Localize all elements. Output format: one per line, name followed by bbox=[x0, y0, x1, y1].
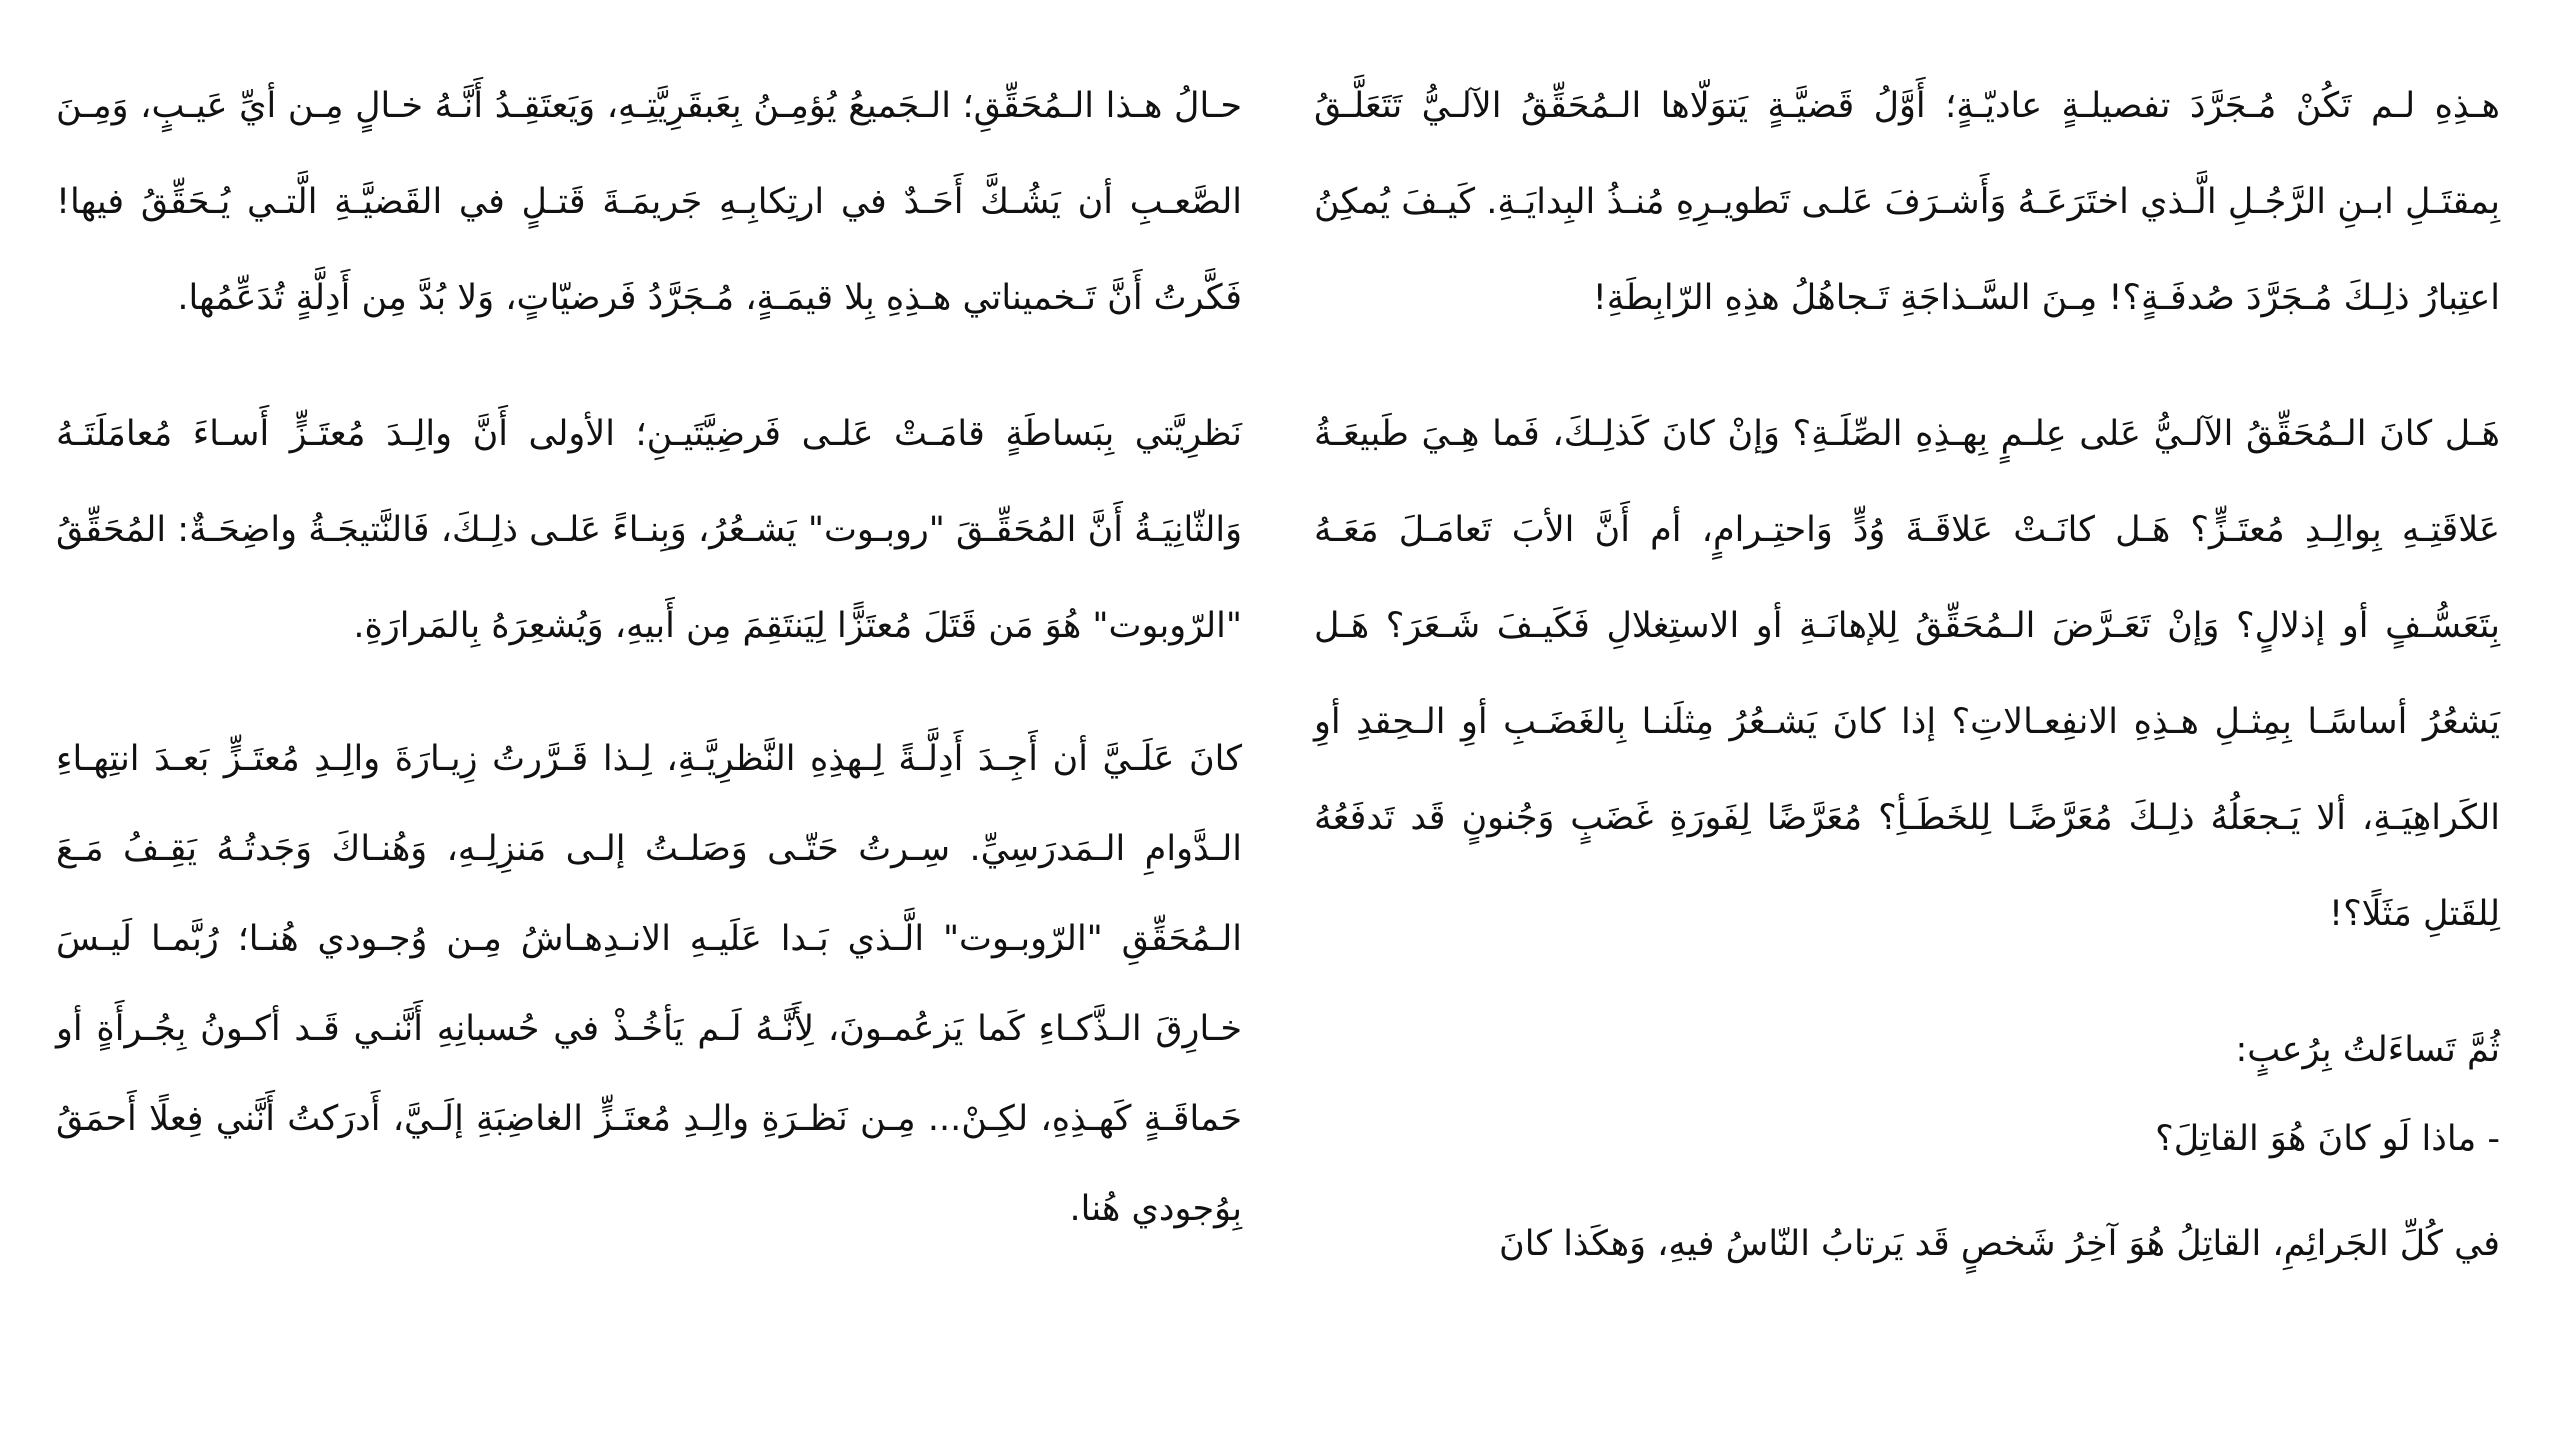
paragraph-1: هـذِهِ لـم تَكُنْ مُـجَرَّدَ تفصيلـةٍ عاديّـةٍ؛ أَوَّلُ قَضيَّـةٍ يَتوَلّاها الـمُحَقِّقُ الآلـيُّ تَتَعَلَّـقُ بِمقتَـلِ ابـنِ الرَّجُـلِ الَّـذي اختَرَعَـهُ وَأَشـرَفَ عَلـى تَطويـرِهِ مُنـذُ البِدايَـةِ. كَيـفَ يُمكِنُ اعتِبارُ ذلِـكَ مُـجَرَّدَ صُدفَـةٍ؟! مِـنَ السَّـذاجَةِ تَـجاهُلُ هذِهِ الرّابِطَةِ! bbox=[1314, 86, 2500, 318]
paragraph-2: نَظرِيَّتي بِبَساطَةٍ قامَـتْ عَلـى فَرضِيَّتَيـنِ؛ الأولى أَنَّ والِـدَ مُعتَـزٍّ أَسـاءَ مُعامَلَتَـهُ وَالثّانِيَـةُ أَنَّ المُحَقِّـقَ "روبـوت" يَشـعُرُ، وَبِنـاءً عَلـى ذلِـكَ، فَالنَّتيجَـةُ واضِحَـةٌ: المُحَقِّقُ "الرّوبوت" هُوَ مَن قَتَلَ مُعتَزًّا لِيَنتَقِمَ مِن أَبيهِ، وَيُشعِرَهُ بِالمَرارَةِ. bbox=[56, 414, 1242, 646]
paragraph-1: حـالُ هـذا الـمُحَقِّقِ؛ الـجَميعُ يُؤمِـنُ بِعَبقَرِيَّتِـهِ، وَيَعتَقِـدُ أَنَّـهُ خـالٍ مِـن أيِّ عَيـبٍ، وَمِـنَ الصَّعـبِ أن يَشُـكَّ أَحَـدٌ في ارتِكابِـهِ جَريمَـةَ قَتـلٍ في القَضيَّـةِ الَّتـي يُـحَقِّقُ فيها! فَكَّرتُ أَنَّ تَـخميناتي هـذِهِ بِلا قيمَـةٍ، مُـجَرَّدُ فَرضيّاتٍ، وَلا بُدَّ مِن أَدِلَّةٍ تُدَعِّمُها. bbox=[56, 86, 1242, 318]
paragraph-3: ثُمَّ تَساءَلتُ بِرُعبٍ: bbox=[2235, 1030, 2500, 1070]
paragraph-4: في كُلِّ الجَرائِمِ، القاتِلُ هُوَ آخِرُ شَخصٍ قَد يَرتابُ النّاسُ فيهِ، وَهكَذا كانَ bbox=[1499, 1224, 2500, 1264]
left-page bbox=[56, 58, 1242, 1440]
paragraph-3: كانَ عَلَـيَّ أن أَجِـدَ أَدِلَّـةً لِـهذِهِ النَّظرِيَّـةِ، لِـذا قَـرَّرتُ زِيـارَةَ والِـدِ مُعتَـزٍّ بَعـدَ انتِهـاءِ الـدَّوامِ الـمَدرَسِيِّ. سِـرتُ حَتّـى وَصَلـتُ إلـى مَنزِلِـهِ، وَهُنـاكَ وَجَدتُـهُ يَقِـفُ مَـعَ الـمُحَقِّقِ "الرّوبـوت" الَّـذي بَـدا عَلَيـهِ الانـدِهـاشُ مِـن وُجـودي هُنـا؛ رُبَّمـا لَيـسَ خـارِقَ الـذَّكـاءِ كَما يَزعُمـونَ، لِأَنَّـهُ لَـم يَأخُـذْ في حُسبانِهِ أَنَّنـي قَـد أكـونُ بِجُـرأَةٍ أو حَماقَـةٍ كَهـذِهِ، لكِـنْ... مِـن نَظـرَةِ والِـدِ مُعتَـزٍّ الغاضِبَةِ إلَـيَّ، أَدرَكتُ أَنَّني فِعلًا أَحمَقُ بِوُجودي هُنا. bbox=[56, 739, 1242, 1229]
right-page bbox=[1314, 58, 2500, 1440]
dialogue-line: - ماذا لَو كانَ هُوَ القاتِلَ؟ bbox=[2155, 1119, 2500, 1159]
paragraph-2: هَـل كانَ الـمُحَقِّقُ الآلـيُّ عَلى عِلـمٍ بِهـذِهِ الصِّلَـةِ؟ وَإنْ كانَ كَذلِـكَ، فَما هِـيَ طَبيعَـةُ عَلاقَتِـهِ بِوالِـدِ مُعتَـزٍّ؟ هَـل كانَـتْ عَلاقَـةَ وُدٍّ وَاحتِـرامٍ، أم أَنَّ الأبَ تَعامَـلَ مَعَـهُ بِتَعَسُّـفٍ أو إذلالٍ؟ وَإنْ تَعَـرَّضَ الـمُحَقِّقُ لِلإهانَـةِ أو الاستِغلالِ فَكَيـفَ شَـعَرَ؟ هَـل يَشعُرُ أساسًـا بِمِثـلِ هـذِهِ الانفِعـالاتِ؟ إذا كانَ يَشـعُرُ مِثلَنـا بِالغَضَـبِ أوِ الـحِقدِ أوِ الكَراهِيَـةِ، ألا يَـجعَلُهُ ذلِـكَ مُعَرَّضًـا لِلخَطَـأِ؟ مُعَرَّضًا لِفَورَةِ غَضَبٍ وَجُنونٍ قَد تَدفَعُهُ لِلقَتلِ مَثَلًا؟! bbox=[1314, 414, 2500, 934]
